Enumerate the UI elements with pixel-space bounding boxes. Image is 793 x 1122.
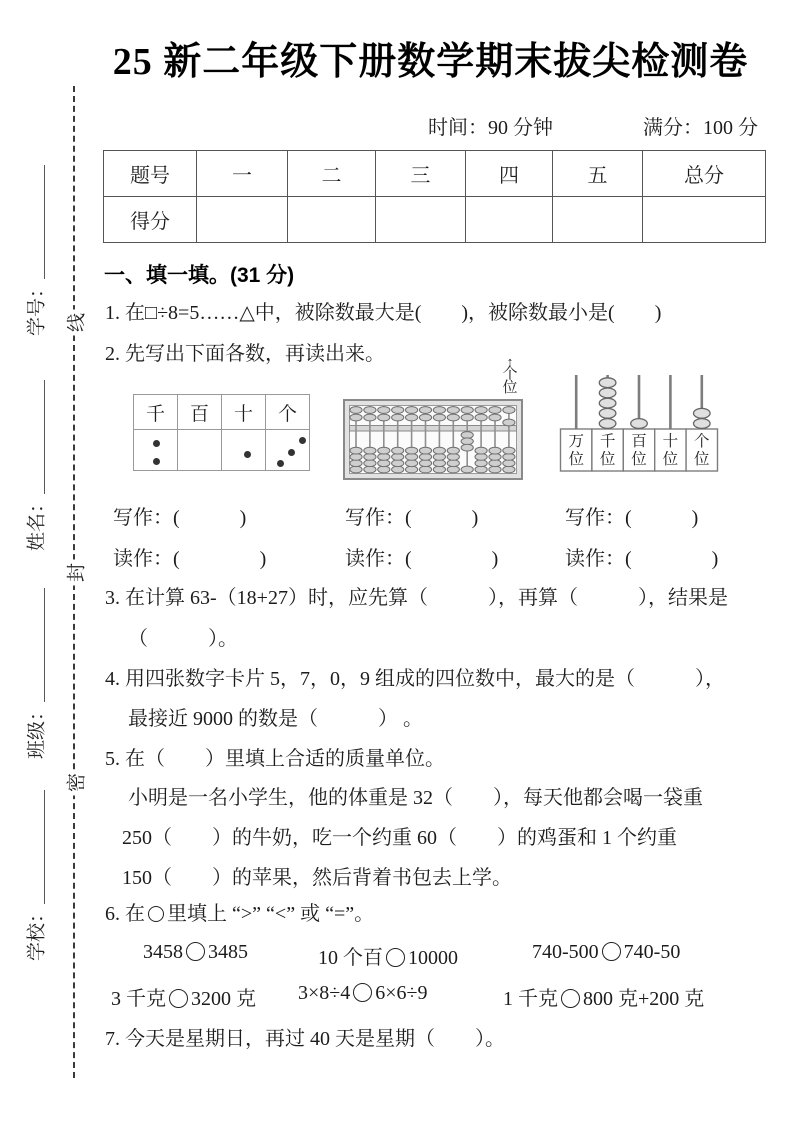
q6-heading: 6. 在 里填上 “>” “<” 或 “=”。 xyxy=(105,903,375,925)
count-dot xyxy=(244,451,251,458)
compare-circle-icon xyxy=(561,989,580,1008)
comparison-item xyxy=(111,982,256,1011)
comparison-item xyxy=(532,941,680,964)
margin-label-school: 学校：＿＿＿＿＿＿ xyxy=(26,790,48,962)
comparison-left: 3×8÷4 xyxy=(298,982,351,1004)
score-header-cell: 四 xyxy=(466,151,553,197)
q5-line3: 250（ ）的牛奶，吃一个约重 60（ ）的鸡蛋和 1 个约重 xyxy=(122,827,677,849)
count-dot xyxy=(153,458,160,465)
score-header-cell: 一 xyxy=(197,151,288,197)
dot-table-header: 百 xyxy=(178,395,222,430)
comparison-left: 740-500 xyxy=(532,941,599,963)
comparison-item xyxy=(143,941,248,964)
exam-meta xyxy=(103,111,758,140)
margin-label-class: 班级：＿＿＿＿＿＿ xyxy=(26,588,48,760)
q6-comparison-row-2 xyxy=(103,982,763,1012)
abacus-ones-label: ↑ 个 位 xyxy=(497,356,523,395)
q4-line1: 4. 用四张数字卡片 5，7，0，9 组成的四位数中，最大的是（ ）， xyxy=(105,668,725,690)
write-label: 写作：( ) xyxy=(565,507,699,529)
dot-table-header: 千 xyxy=(134,395,178,430)
abacus-figure xyxy=(343,399,523,480)
comparison-right: 800 克+200 克 xyxy=(583,988,705,1010)
compare-circle-icon xyxy=(602,942,621,961)
comparison-right: 6×6÷9 xyxy=(375,982,428,1004)
comparison-right: 3485 xyxy=(208,941,248,963)
exam-title: 25 新二年级下册数学期末拔尖检测卷 xyxy=(112,41,749,83)
score-empty-cell xyxy=(197,197,288,243)
q1-text: 1. 在□÷8=5……△中，被除数最大是( )，被除数最小是( ) xyxy=(105,302,662,324)
margin-label-name: 姓名：＿＿＿＿＿＿ xyxy=(26,380,48,552)
comparison-item xyxy=(298,982,428,1005)
dot-table-cell xyxy=(222,430,266,471)
svg-text:千: 千 xyxy=(599,433,616,450)
q3-line1: 3. 在计算 63-（18+27）时，应先算（ ），再算（ ），结果是 xyxy=(105,587,728,609)
comparison-left: 3458 xyxy=(143,941,183,963)
comparison-left: 3 千克 xyxy=(111,988,166,1010)
meta-full-score: 满分：100 分 xyxy=(643,117,758,139)
q6-comparison-row-1 xyxy=(103,941,763,971)
q5-line1: 5. 在（ ）里填上合适的质量单位。 xyxy=(105,748,445,770)
read-row xyxy=(103,542,763,572)
comparison-item xyxy=(503,982,704,1011)
q5-line4: 150（ ）的苹果，然后背着书包去上学。 xyxy=(122,867,512,889)
dot-table-header: 十 xyxy=(222,395,266,430)
svg-text:百: 百 xyxy=(631,433,647,450)
write-label: 写作：( ) xyxy=(345,507,479,529)
compare-circle-icon xyxy=(353,983,372,1002)
comparison-item xyxy=(318,941,458,970)
read-label: 读作：( ) xyxy=(113,548,267,570)
comparison-right: 3200 克 xyxy=(191,988,256,1010)
score-empty-cell xyxy=(643,197,766,243)
svg-text:位: 位 xyxy=(694,451,710,468)
compare-circle-icon xyxy=(186,942,205,961)
score-empty-cell xyxy=(466,197,553,243)
svg-text:位: 位 xyxy=(568,451,584,468)
margin-label-student-number: 学号：＿＿＿＿＿＿ xyxy=(26,165,48,337)
score-header-cell: 二 xyxy=(288,151,376,197)
score-header-cell: 三 xyxy=(376,151,466,197)
dot-table-cell xyxy=(266,430,310,471)
score-empty-cell xyxy=(288,197,376,243)
svg-text:十: 十 xyxy=(662,433,679,450)
count-dot xyxy=(277,460,284,467)
meta-time: 时间：90 分钟 xyxy=(428,117,553,139)
count-dot xyxy=(299,437,306,444)
score-header-cell: 总分 xyxy=(643,151,766,197)
q4-line2: 最接近 9000 的数是（ ） 。 xyxy=(128,708,423,730)
svg-text:万: 万 xyxy=(568,433,584,450)
dot-table-header: 个 xyxy=(266,395,310,430)
comparison-right: 740-50 xyxy=(623,941,681,963)
score-header-row xyxy=(104,151,766,197)
score-header-cell: 五 xyxy=(553,151,643,197)
counter-figure xyxy=(559,367,719,473)
comparison-left: 10 个百 xyxy=(318,947,383,969)
count-dot xyxy=(153,440,160,447)
svg-text:位: 位 xyxy=(662,451,679,468)
score-empty-cell xyxy=(553,197,643,243)
seal-char-feng: 封 xyxy=(59,560,92,586)
score-empty-cell xyxy=(376,197,466,243)
seal-char-line: 线 xyxy=(59,310,92,336)
seal-char-mi: 密 xyxy=(59,770,92,796)
score-header-cell: 题号 xyxy=(104,151,197,197)
score-row-label: 得分 xyxy=(104,197,197,243)
comparison-right: 10000 xyxy=(408,947,458,969)
score-value-row xyxy=(104,197,766,243)
section-1-heading: 一、填一填。(31 分) xyxy=(104,264,295,287)
up-arrow-icon: ↑ xyxy=(506,354,514,369)
q7-text: 7. 今天是星期日，再过 40 天是星期（ ）。 xyxy=(105,1028,505,1050)
read-label: 读作：( ) xyxy=(565,548,719,570)
q5-line2: 小明是一名小学生，他的体重是 32（ ），每天他都会喝一袋重 xyxy=(128,787,703,809)
score-table xyxy=(103,150,766,243)
dot-table-cell xyxy=(178,430,222,471)
svg-text:个: 个 xyxy=(694,433,710,450)
compare-circle-icon xyxy=(386,948,405,967)
write-label: 写作：( ) xyxy=(113,507,247,529)
comparison-left: 1 千克 xyxy=(503,988,558,1010)
q2-text: 2. 先写出下面各数，再读出来。 xyxy=(105,343,385,365)
svg-text:位: 位 xyxy=(631,451,647,468)
dot-table xyxy=(133,394,310,471)
write-row xyxy=(103,501,763,531)
dot-table-cell xyxy=(134,430,178,471)
q3-line2: （ ）。 xyxy=(128,628,238,650)
read-label: 读作：( ) xyxy=(345,548,499,570)
svg-text:位: 位 xyxy=(599,451,616,468)
compare-circle-icon xyxy=(148,906,164,922)
compare-circle-icon xyxy=(169,989,188,1008)
count-dot xyxy=(288,449,295,456)
